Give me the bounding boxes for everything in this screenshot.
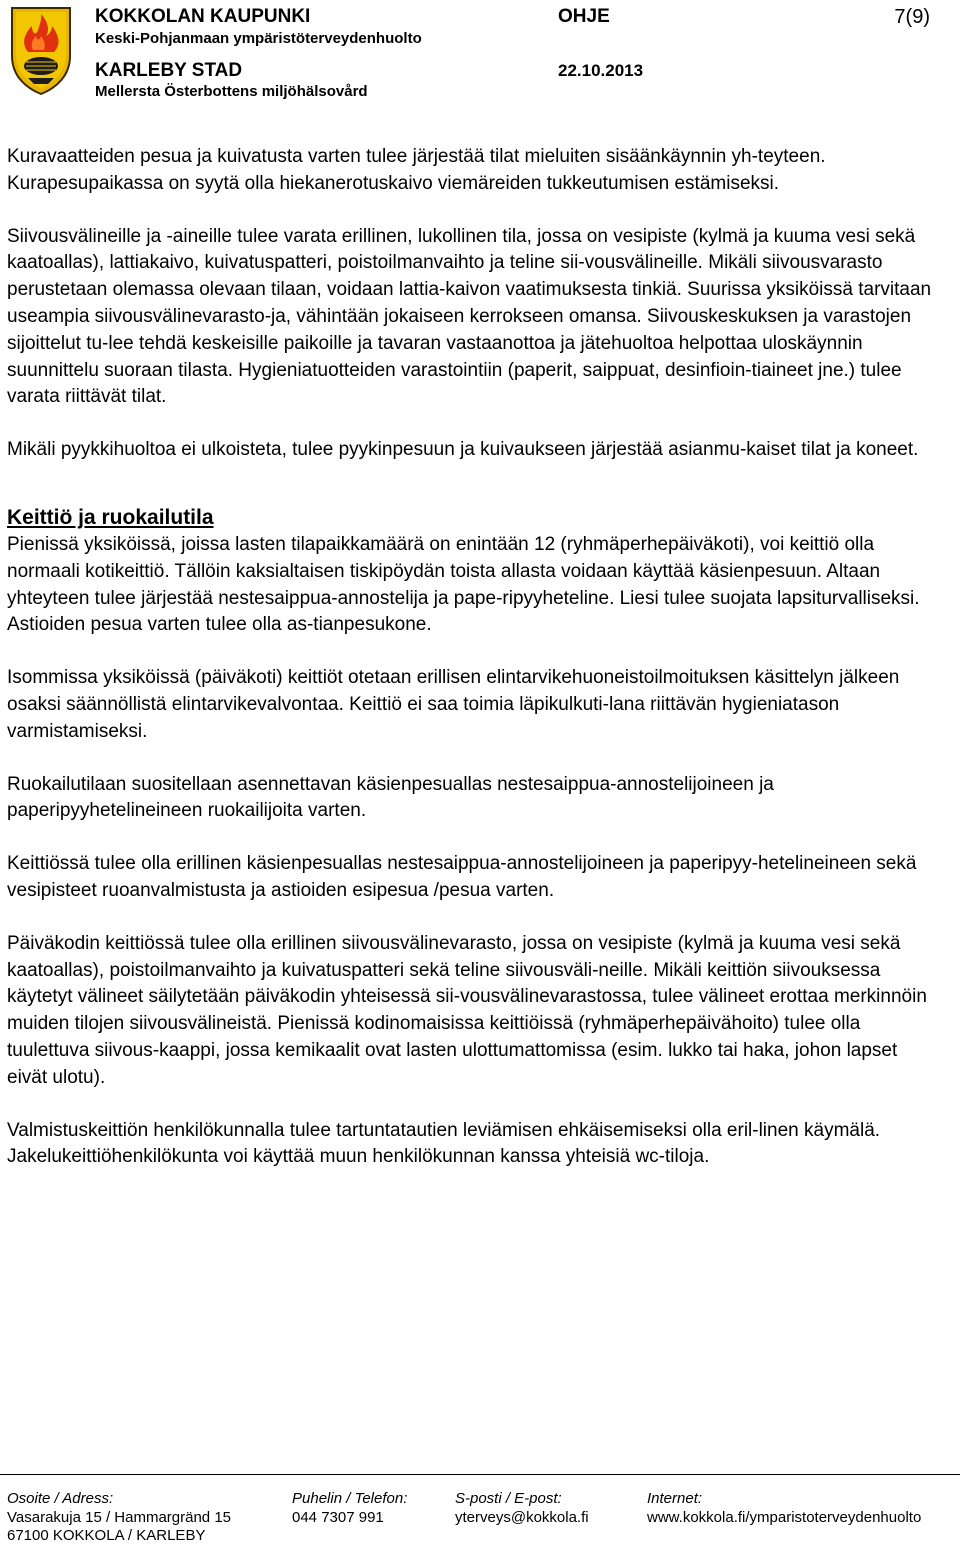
page-header xyxy=(0,0,960,110)
paragraph: Isommissa yksiköissä (päiväkoti) keittiöt otetaan erillisen elintarvikehuoneistoilmoituksen käsittelyn jälkeen osaksi säännöllistä elintarvikevalvontaa. Keittiö ei saa toimia läpikulkuti-lana riittävän hygieniatason varmistamiseksi. xyxy=(7,667,900,742)
web-label: Internet: xyxy=(647,1490,703,1507)
address-line: 67100 KOKKOLA / KARLEBY xyxy=(7,1527,206,1544)
city-name-fi: KOKKOLAN KAUPUNKI xyxy=(95,6,311,27)
paragraph: Päiväkodin keittiössä tulee olla erillinen siivousvälinevarasto, jossa on vesipiste (kylmä ja kuuma vesi sekä kaatoallas), poistoilmanvaihto ja kuivatuspatteri sekä teline siivousväli-neille. Mikäli keittiön siivouksessa käytetyt välineet säilytetään päiväkodin yhteisessä sii-vousvälinevarastossa, tulee välineet erottaa merkinnöin muiden tilojen siivousvälineistä. Pienissä kodinomaisissa keittiöissä (ryhmäperhepäivähoito) tulee olla tuulettuva siivous-kaappi, jossa kemikaalit ovat lasten ulottumattomissa (esim. lukko tai haka, johon lapset eivät ulotu). xyxy=(7,932,927,1088)
section-heading: Keittiö ja ruokailutila xyxy=(7,505,214,529)
footer-divider xyxy=(0,1474,960,1475)
address-label: Osoite / Adress: xyxy=(7,1490,114,1507)
phone-number: 044 7307 991 xyxy=(292,1508,384,1526)
email-address: yterveys@kokkola.fi xyxy=(455,1508,589,1526)
document-type: OHJE xyxy=(558,6,610,27)
city-name-sv: KARLEBY STAD xyxy=(95,60,243,81)
document-body xyxy=(7,144,937,1171)
email-label: S-posti / E-post: xyxy=(455,1490,562,1507)
phone-label: Puhelin / Telefon: xyxy=(292,1490,408,1507)
department-name-sv: Mellersta Österbottens miljöhälsovård xyxy=(95,83,368,100)
paragraph: Valmistuskeittiön henkilökunnalla tulee tartuntatautien leviämisen ehkäisemiseksi olla eril-linen käymälä. Jakelukeittiöhenkilökunta voi käyttää muun henkilökunnan kanssa yhteisiä wc-tiloja. xyxy=(7,1119,881,1168)
footer-address xyxy=(7,1490,231,1546)
paragraph: Ruokailutilaan suositellaan asennettavan käsienpesuallas nestesaippua-annostelijoineen ja paperipyyhetelineineen ruokailijoita varten. xyxy=(7,773,774,822)
footer-phone xyxy=(292,1490,407,1527)
footer-web xyxy=(647,1490,921,1527)
document-date: 22.10.2013 xyxy=(558,61,644,80)
paragraph: Mikäli pyykkihuoltoa ei ulkoisteta, tulee pyykinpesuun ja kuivaukseen järjestää asianmu-kaiset tilat ja koneet. xyxy=(7,439,919,461)
department-name-fi: Keski-Pohjanmaan ympäristöterveydenhuolto xyxy=(95,30,422,47)
paragraph: Keittiössä tulee olla erillinen käsienpesuallas nestesaippua-annostelijoineen ja paperipyy-hetelineineen sekä vesipisteet ruoanvalmistusta ja astioiden esipesua /pesua varten. xyxy=(7,853,917,901)
coat-of-arms-icon xyxy=(6,4,76,98)
paragraph: Kuravaatteiden pesua ja kuivatusta varten tulee järjestää tilat mieluiten sisäänkäynnin yh-teyteen. Kurapesupaikassa on syytä olla hiekanerotuskaivo viemäreiden tukkeutumisen estämiseksi. xyxy=(7,146,826,194)
web-link: www.kokkola.fi/ymparistoterveydenhuolto xyxy=(647,1508,922,1526)
page-number: 7(9) xyxy=(894,6,930,28)
footer-email xyxy=(455,1490,589,1527)
paragraph: Siivousvälineille ja -aineille tulee varata erillinen, lukollinen tila, jossa on vesipiste (kylmä ja kuuma vesi sekä kaatoallas), lattiakaivo, kuivatuspatteri, poistoilmanvaihto ja teline sii-vousvälineille. Mikäli siivousvarasto perustetaan olemassa olevaan tilaan, voidaan lattia-kaivon vaatimuksesta tinkiä. Suurissa yksiköissä tarvitaan useampia siivousvälinevarasto-ja, vähintään jokaiseen kerrokseen omansa. Siivouskeskuksen ja varastojen sijoittelut tu-lee tehdä keskeisille paikoille ja tavaran vastaanottoa ja jätehuoltoa helpottaa uloskäynnin suunnittelu suoraan tilasta. Hygieniatuotteiden varastointiin (paperit, saippuat, desinfioin-tiaineet jne.) tulee varata riittävät tilat. xyxy=(7,225,932,408)
address-line: Vasarakuja 15 / Hammargränd 15 xyxy=(7,1508,232,1526)
paragraph: Pienissä yksiköissä, joissa lasten tilapaikkamäärä on enintään 12 (ryhmäperhepäiväkoti), voi keittiö olla normaali kotikeittiö. Tällöin kaksialtaisen tiskipöydän toista allasta voidaan käyttää käsienpesuun. Altaan yhteyteen tulee järjestää nestesaippua-annostelija ja pape-ripyyheteline. Liesi tulee suojata lapsiturvalliseksi. Astioiden pesua varten tulee olla as-tianpesukone. xyxy=(7,533,920,636)
